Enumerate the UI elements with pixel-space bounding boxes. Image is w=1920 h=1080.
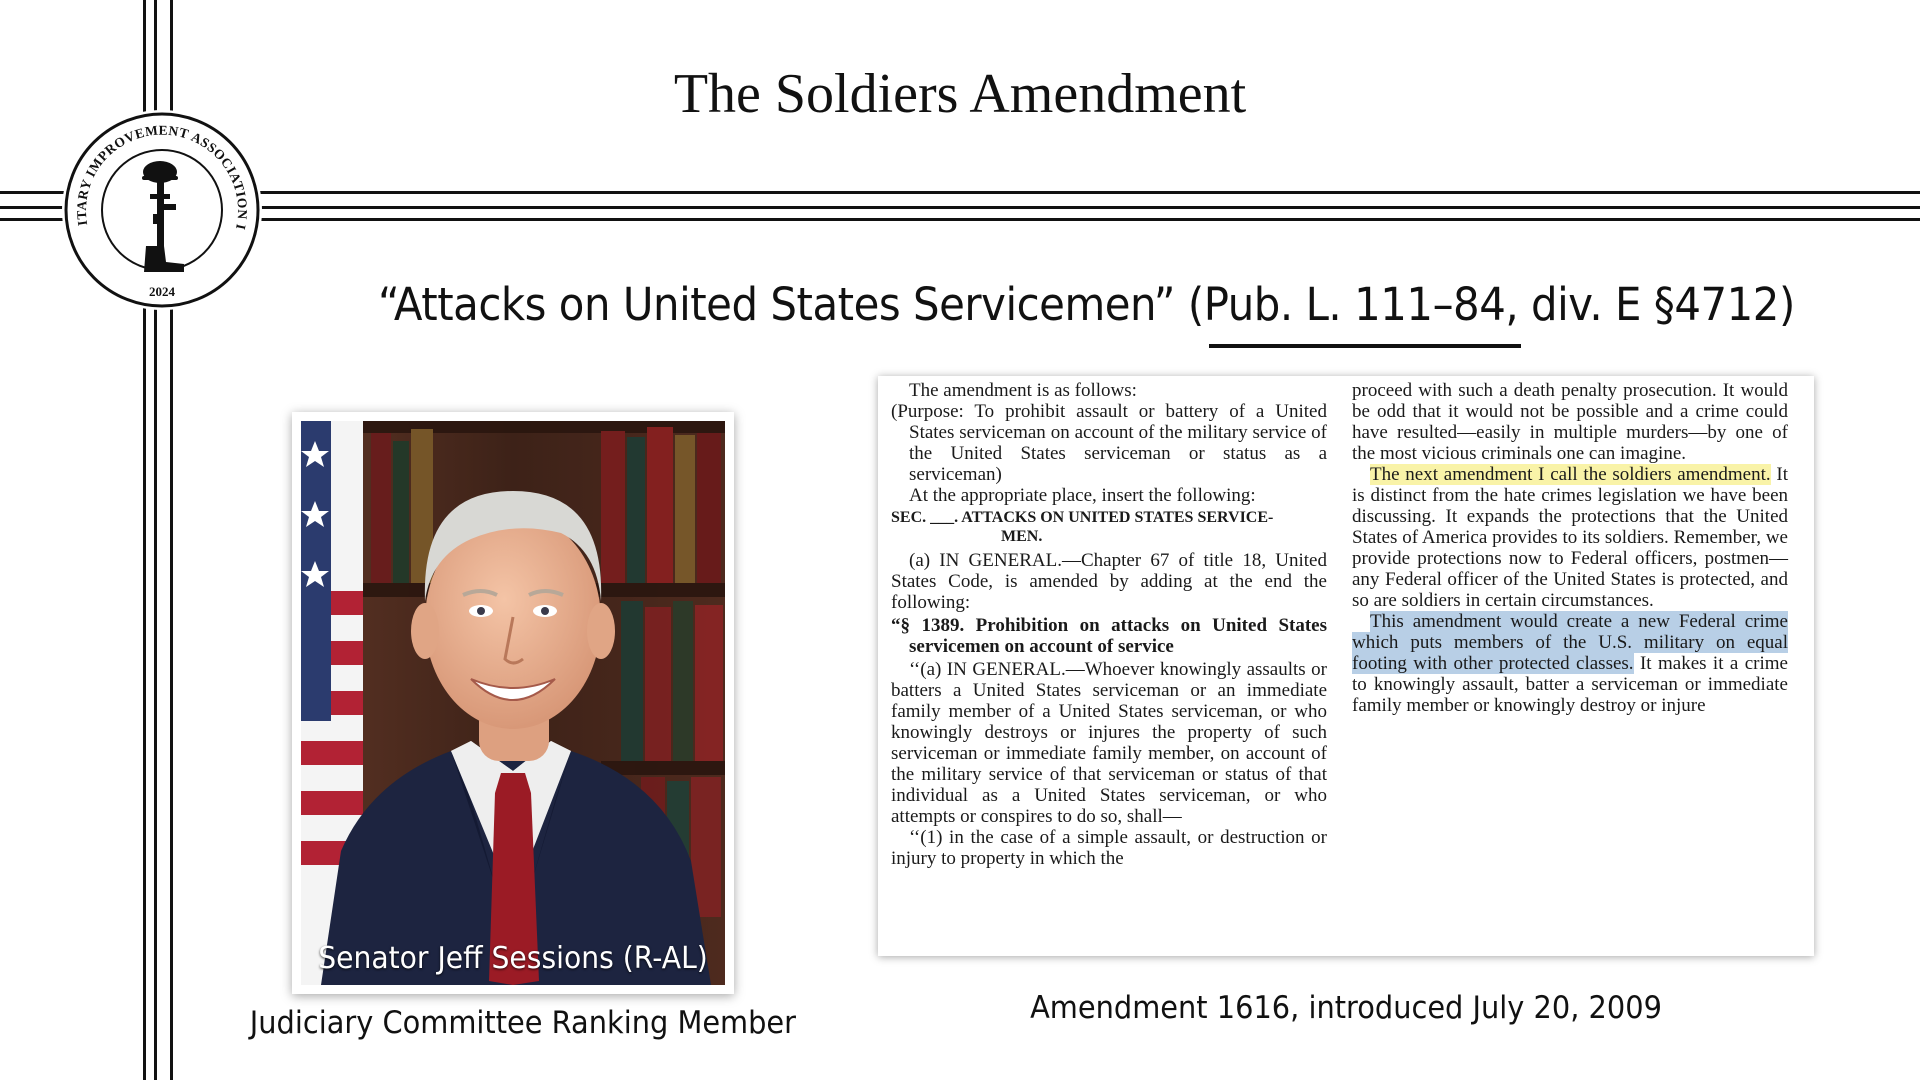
doc-section-heading: SEC. ___. ATTACKS ON UNITED STATES SERVICE-: [891, 509, 1274, 526]
doc-paragraph-soldiers: [1352, 464, 1788, 611]
doc-paragraph: (a) IN GENERAL.—Chapter 67 of title 18, United States Code, is amended by adding at the end the following:: [891, 550, 1327, 613]
highlight-yellow: The next amendment I call the soldiers amendment.: [1370, 464, 1771, 485]
seal-ring-text: ITARY IMPROVEMENT ASSOCIATION I: [73, 122, 251, 232]
doc-paragraph: proceed with such a death penalty prosecution. It would be odd that it would not be possible and a crime could have resulted—easily in multiple murders—by one of the most vicious criminals one can imagine.: [1352, 380, 1788, 464]
doc-paragraph: ‘‘(a) IN GENERAL.—Whoever knowingly assaults or batters a United States serviceman or an immediate family member of a United States serviceman, or who knowingly destroys or injures the property of such serviceman or immediate family member, on account of the military service of that serviceman or status of that individual as a United States serviceman, or who attempts or conspires to do so, shall—: [891, 659, 1327, 827]
frame-horizontal-rule-3: [0, 218, 1920, 221]
photo-caption: Senator Jeff Sessions (R-AL): [318, 941, 708, 976]
doc-paragraph: The amendment is as follows:: [909, 380, 1137, 401]
association-seal: [62, 110, 262, 310]
doc-paragraph-new-crime: [1352, 611, 1788, 716]
doc-text: It is distinct from the hate crimes legislation we have been discussing. It expands the protections that the United States of America provides to its soldiers. Remember, we provide protections now to Federal officers, postmen—any Federal officer of the United States is protected, and so are soldiers in certain circumstances.: [1352, 464, 1789, 611]
doc-right-column: [1352, 376, 1788, 716]
senator-portrait: [301, 421, 725, 985]
seal-year: 2024: [149, 284, 175, 299]
frame-horizontal-rule-2: [0, 206, 1920, 209]
doc-paragraph: At the appropriate place, insert the following:: [909, 485, 1256, 506]
portrait-illustration-icon: [301, 421, 725, 985]
amendment-caption: Amendment 1616, introduced July 20, 2009: [1030, 990, 1662, 1026]
seal-emblem-icon: [62, 110, 262, 310]
doc-statute-heading: “§ 1389. Prohibition on attacks on United States servicemen on account of service: [891, 615, 1327, 657]
highlight-blue: This amendment would create a new Federal crime which puts members of the U.S. military on equal footing with other protected classes.: [1352, 611, 1788, 674]
congressional-record-excerpt: [878, 376, 1814, 956]
citation-underline: [1209, 344, 1521, 348]
doc-text: It makes it a crime to knowingly assault, batter a serviceman or immediate family member or knowingly destroy or injure: [1352, 653, 1788, 716]
doc-paragraph: (Purpose: To prohibit assault or battery of a United States serviceman on account of the military service of the United States serviceman or status as a serviceman): [891, 401, 1327, 485]
frame-horizontal-rule-1: [0, 191, 1920, 194]
doc-section-heading-cont: MEN.: [1001, 528, 1043, 545]
page-title: The Soldiers Amendment: [673, 63, 1247, 125]
doc-left-column: [891, 376, 1327, 869]
senator-role: Judiciary Committee Ranking Member: [249, 1005, 797, 1041]
doc-paragraph: ‘‘(1) in the case of a simple assault, or destruction or injury to property in which the: [891, 827, 1327, 869]
page-subtitle: “Attacks on United States Servicemen” (Pub. L. 111–84, div. E §4712): [378, 278, 1795, 331]
senator-photo-frame: [292, 412, 734, 994]
